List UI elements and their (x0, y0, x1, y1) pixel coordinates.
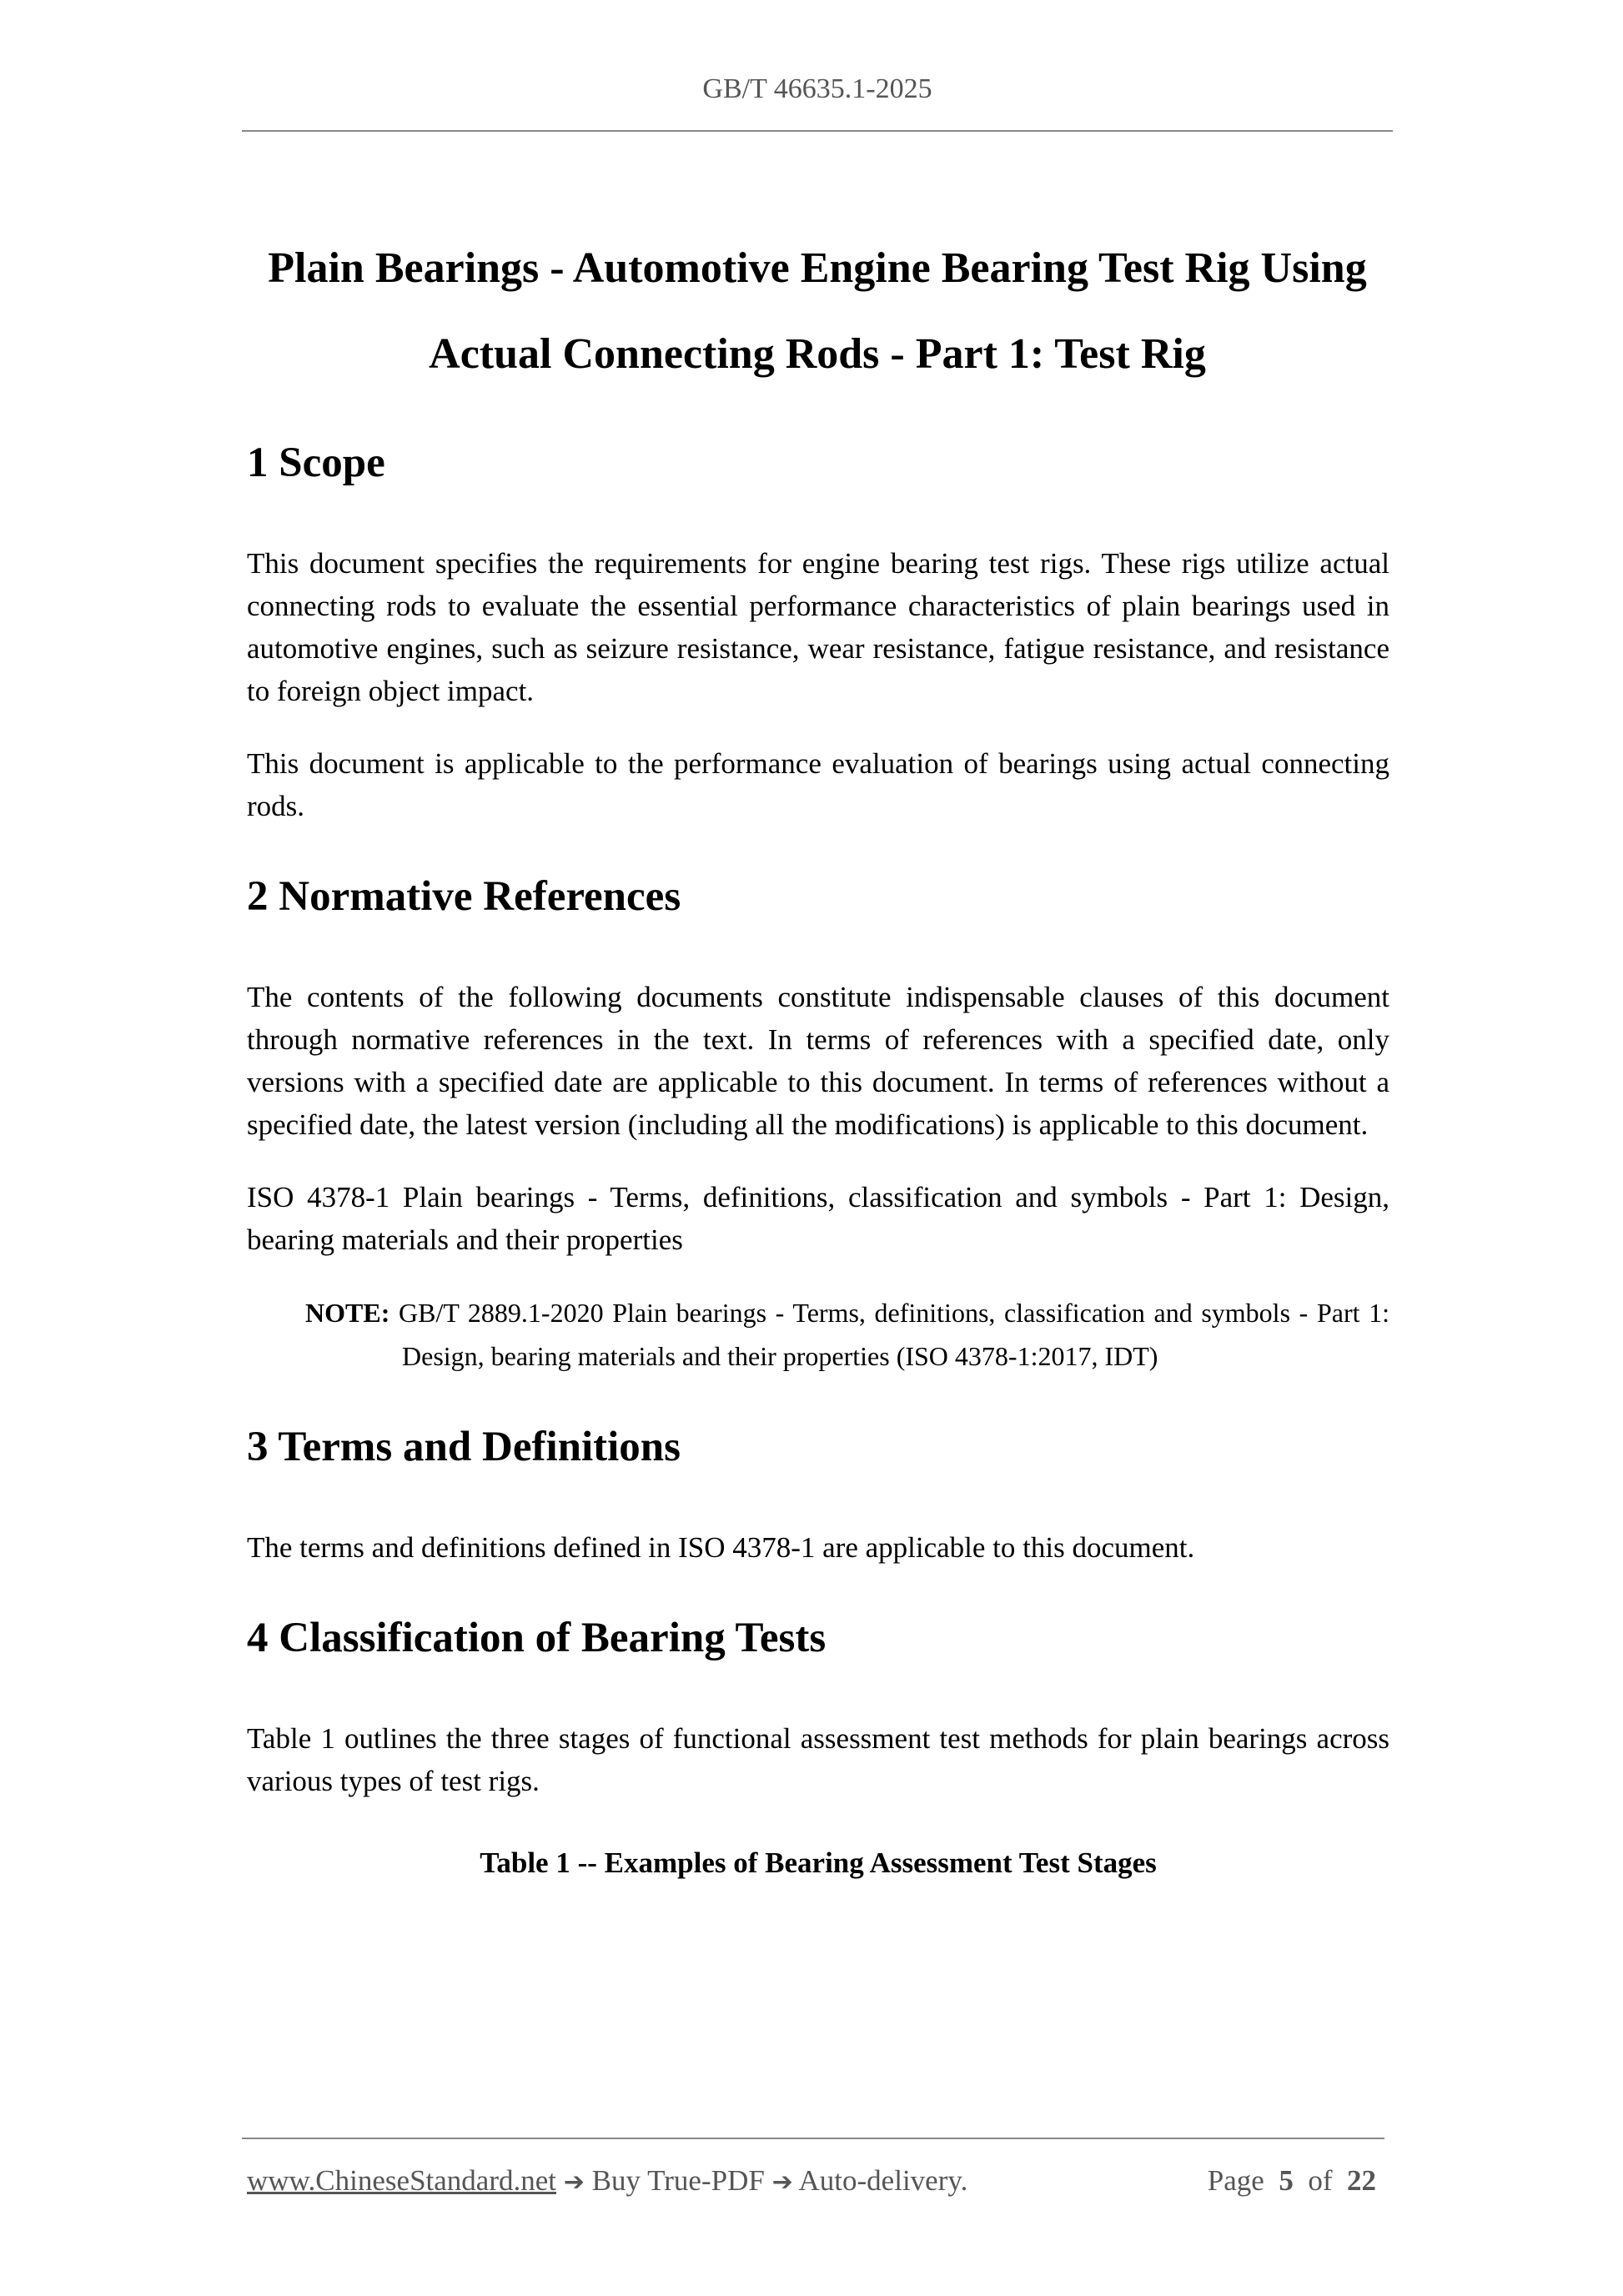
current-page-number: 5 (1279, 2164, 1294, 2197)
footer-promo (247, 2160, 967, 2203)
footer-divider (242, 2138, 1384, 2139)
section-normative-references (247, 861, 1389, 1378)
arrow-right-icon: ➔ (563, 2168, 585, 2197)
page-word: Page (1207, 2164, 1264, 2197)
document-title-line-2: Actual Connecting Rods - Part 1: Test Rig (429, 330, 1206, 378)
reference-note (305, 1291, 1389, 1378)
normative-references-paragraph: The contents of the following documents constitute indispensable clauses of this document through normative references in the text. In terms of references with a specified date, only versions with a specified date are applicable to this document. In terms of references without a specified date, the latest version (including all the modifications) is applicable to this document. (247, 981, 1389, 1141)
total-page-count: 22 (1347, 2164, 1376, 2197)
scope-paragraph-2: This document is applicable to the performance evaluation of bearings using actual connecting rods. (247, 747, 1389, 822)
section-classification (247, 1602, 1389, 1884)
document-body (247, 427, 1389, 1884)
page-number-indicator (1208, 2160, 1376, 2202)
section-heading-classification: 4 Classification of Bearing Tests (247, 1615, 827, 1661)
page-header-standard-code: GB/T 46635.1-2025 (702, 73, 932, 104)
auto-delivery-text: Auto-delivery. (798, 2164, 968, 2197)
document-title-line-1: Plain Bearings - Automotive Engine Bearing Test Rig Using (268, 244, 1367, 292)
scope-paragraph-1: This document specifies the requirements for engine bearing test rigs. These rigs utilize actual connecting rods to evaluate the essential performance characteristics of plain bearings used in automotive engines, such as seizure resistance, wear resistance, fatigue resistance, and resistance to foreign object impact. (247, 547, 1389, 707)
reference-entry-iso-4378-1: ISO 4378-1 Plain bearings - Terms, definitions, classification and symbols - Part 1: Design, bearing materials and their properties (247, 1181, 1389, 1256)
section-terms-definitions (247, 1411, 1389, 1569)
arrow-right-icon: ➔ (771, 2168, 793, 2197)
section-heading-scope: 1 Scope (247, 440, 385, 486)
note-label: NOTE: (305, 1298, 390, 1328)
table-1-caption: Table 1 -- Examples of Bearing Assessment Test Stages (480, 1846, 1157, 1879)
buy-true-pdf-text: Buy True-PDF (591, 2164, 765, 2197)
section-heading-normative-references: 2 Normative References (247, 873, 681, 920)
classification-paragraph: Table 1 outlines the three stages of functional assessment test methods for plain bearings across various types of test rigs. (247, 1722, 1389, 1797)
website-link[interactable]: www.ChineseStandard.net (247, 2164, 556, 2197)
header-divider (242, 130, 1393, 132)
of-word: of (1308, 2164, 1333, 2197)
note-text: GB/T 2889.1-2020 Plain bearings - Terms, definitions, classification and symbols - Part 1: Design, bearing materials and their properties (ISO 4378-1:2017, IDT) (398, 1298, 1390, 1371)
document-title (242, 225, 1393, 397)
terms-definitions-paragraph: The terms and definitions defined in ISO 4378-1 are applicable to this document. (247, 1531, 1195, 1564)
section-scope (247, 427, 1389, 827)
section-heading-terms-definitions: 3 Terms and Definitions (247, 1424, 681, 1470)
